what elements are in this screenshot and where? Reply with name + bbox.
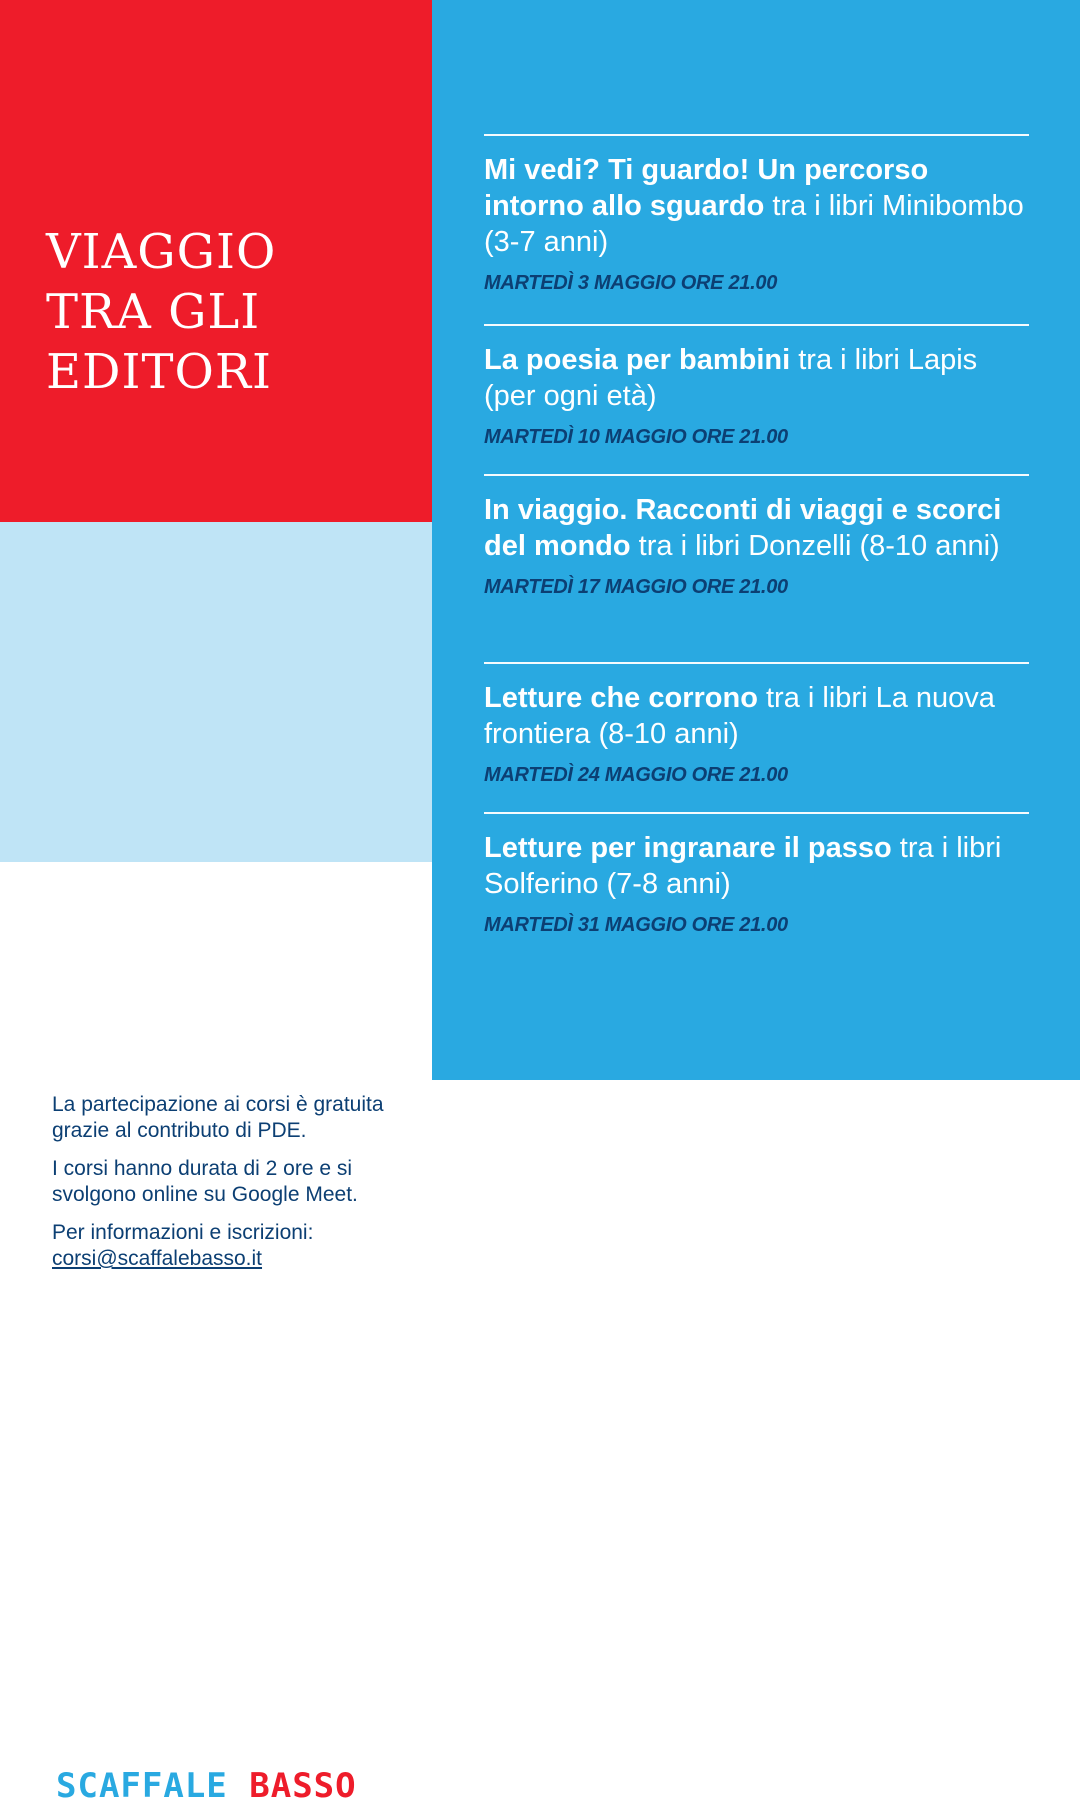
event-date: MARTEDÌ 3 MAGGIO ORE 21.00: [484, 272, 778, 294]
event-description: [484, 830, 1029, 902]
event-item: [484, 134, 1029, 295]
event-description: [484, 152, 1029, 260]
event-divider: [484, 662, 1029, 664]
event-title: Letture per ingranare il passo: [484, 832, 892, 864]
event-item: [484, 812, 1029, 937]
event-item: [484, 474, 1029, 599]
event-divider: [484, 134, 1029, 136]
page-title: [46, 222, 276, 402]
event-publisher: tra i libri La nuova frontiera (8-10 anni): [484, 682, 995, 750]
event-title: La poesia per bambini: [484, 344, 791, 376]
event-date: MARTEDÌ 31 MAGGIO ORE 21.00: [484, 914, 788, 936]
info-text: [52, 1092, 402, 1284]
event-description: [484, 680, 1029, 752]
event-publisher: tra i libri Solferino (7-8 anni): [484, 832, 1002, 900]
title-line-2: TRA GLI: [46, 284, 261, 340]
email-link[interactable]: corsi@scaffalebasso.it: [52, 1247, 263, 1270]
info-panel: [0, 522, 432, 1270]
event-divider: [484, 324, 1029, 326]
info-duration: I corsi hanno durata di 2 ore e si svolgono online su Google Meet.: [52, 1157, 358, 1206]
event-publisher: tra i libri Lapis (per ogni età): [484, 344, 978, 412]
title-panel: [0, 0, 432, 522]
event-item: [484, 324, 1029, 449]
event-divider: [484, 812, 1029, 814]
event-item: [484, 662, 1029, 787]
event-description: [484, 492, 1029, 564]
event-divider: [484, 474, 1029, 476]
scaffale-basso-logo: [56, 1766, 357, 1806]
event-date: MARTEDÌ 17 MAGGIO ORE 21.00: [484, 576, 788, 598]
event-title: Letture che corrono: [484, 682, 758, 714]
logo-word-basso: BASSO: [249, 1766, 357, 1806]
event-title: Mi vedi? Ti guardo! Un percorso intorno allo sguardo: [484, 154, 929, 222]
info-participation: La partecipazione ai corsi è gratuita grazie al contributo di PDE.: [52, 1093, 384, 1142]
title-line-3: EDITORI: [46, 344, 272, 400]
event-description: [484, 342, 1029, 414]
event-date: MARTEDÌ 24 MAGGIO ORE 21.00: [484, 764, 788, 786]
logo-word-scaffale: SCAFFALE: [56, 1766, 228, 1806]
title-line-1: VIAGGIO: [46, 224, 277, 280]
event-publisher: tra i libri Donzelli (8-10 anni): [630, 530, 1000, 562]
info-contact-label: Per informazioni e iscrizioni:: [52, 1221, 314, 1244]
event-title: In viaggio. Racconti di viaggi e scorci del mondo: [484, 494, 1002, 562]
event-date: MARTEDÌ 10 MAGGIO ORE 21.00: [484, 426, 788, 448]
event-publisher: tra i libri Minibombo (3-7 anni): [484, 190, 1024, 258]
info-contact: [52, 1220, 402, 1272]
